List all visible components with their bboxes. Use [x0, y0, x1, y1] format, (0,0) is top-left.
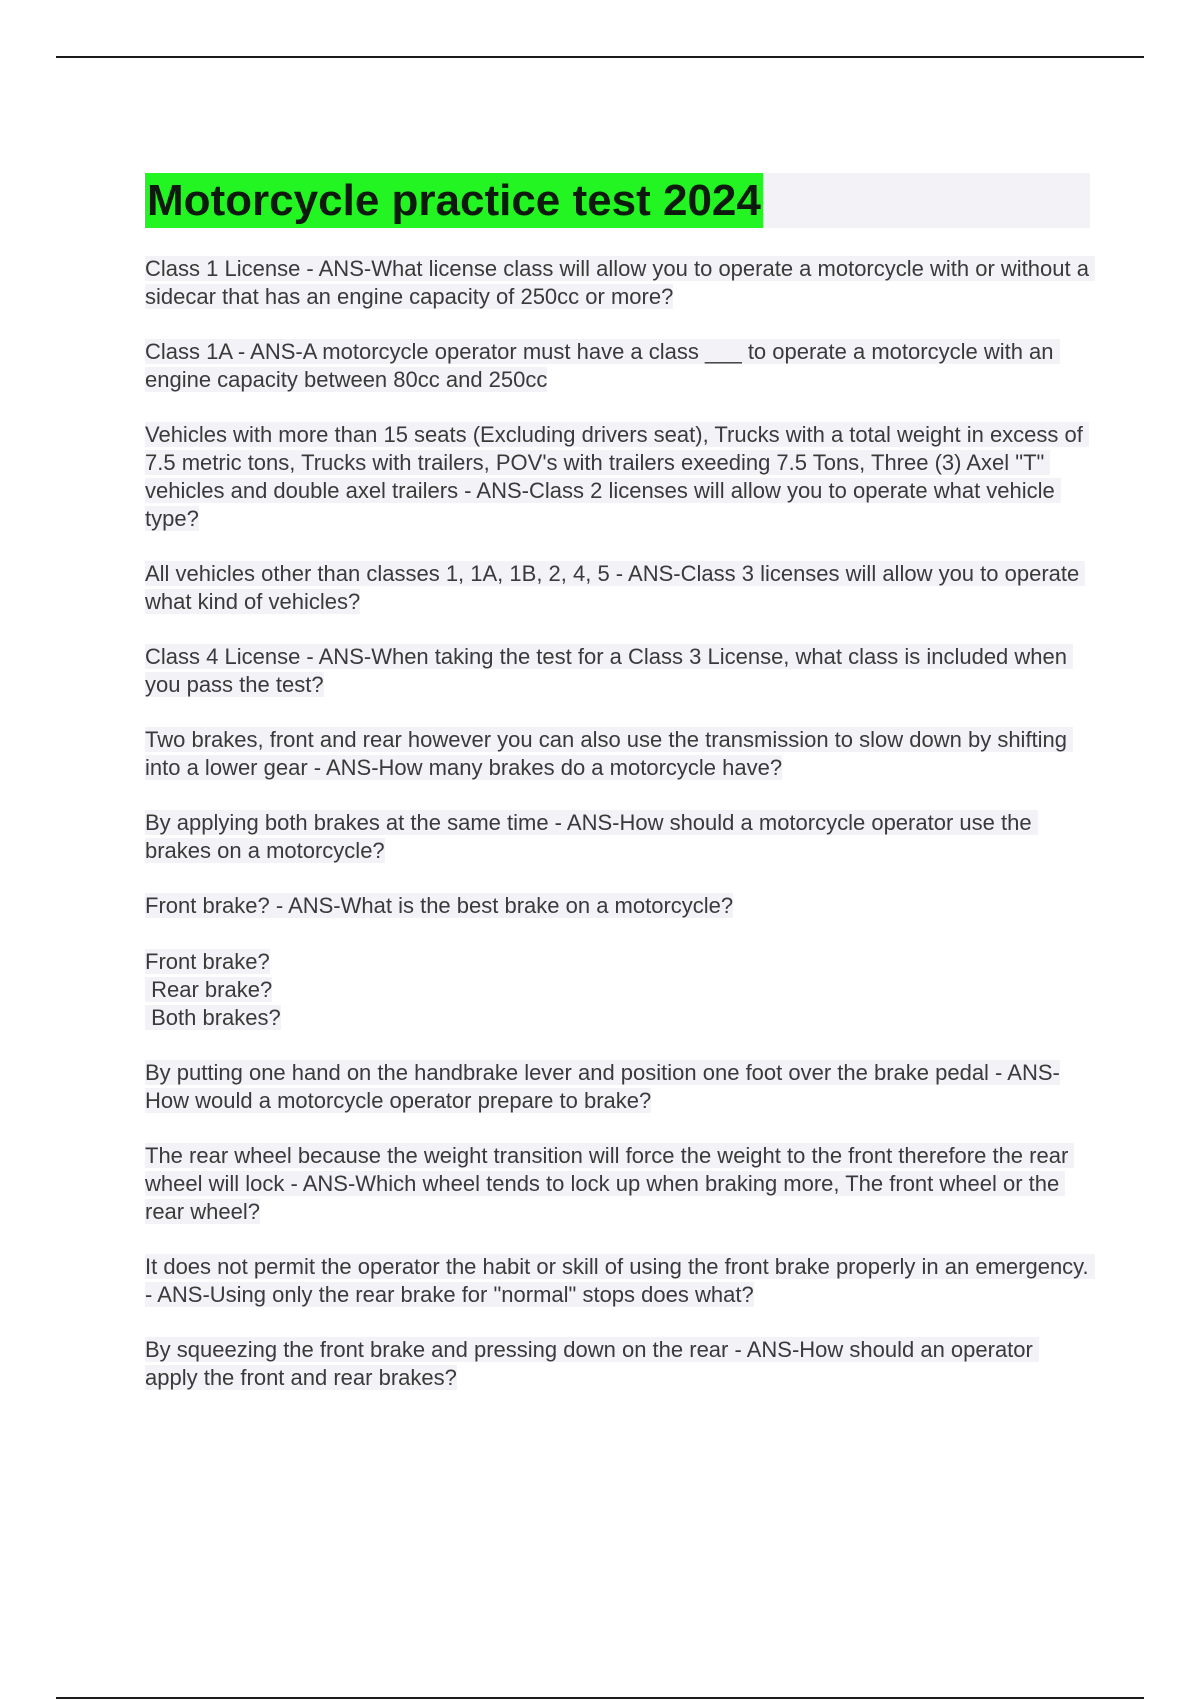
qa-text: Class 1A - ANS-A motorcycle operator must have a class ___ to operate a motorcycle with an engine capacity between 80cc and 250cc: [145, 339, 1060, 392]
qa-text: The rear wheel because the weight transition will force the weight to the front therefore the rear wheel will lock - ANS-Which wheel tends to lock up when braking more, The front wheel or the rear wheel?: [145, 1143, 1075, 1224]
header-rule: [56, 56, 1144, 58]
qa-text: By putting one hand on the handbrake lever and position one foot over the brake pedal - ANS-How would a motorcycle operator prepare to brake?: [145, 1060, 1060, 1113]
qa-entry: [145, 1142, 1090, 1226]
qa-text: Vehicles with more than 15 seats (Excluding drivers seat), Trucks with a total weight in excess of 7.5 metric tons, Trucks with trailers, POV's with trailers exeeding 7.5 Tons, Three (3) Axel "T" vehicles and double axel trailers - ANS-Class 2 licenses will allow you to operate what vehicle type?: [145, 422, 1089, 531]
qa-text: All vehicles other than classes 1, 1A, 1B, 2, 4, 5 - ANS-Class 3 licenses will allow you to operate what kind of vehicles?: [145, 561, 1086, 614]
qa-text: Class 4 License - ANS-When taking the test for a Class 3 License, what class is included when you pass the test?: [145, 644, 1074, 697]
qa-entry: [145, 1336, 1090, 1392]
qa-text: Front brake? - ANS-What is the best brake on a motorcycle? Front brake? Rear brake? Both brakes?: [145, 893, 734, 1030]
qa-text: Two brakes, front and rear however you can also use the transmission to slow down by shifting into a lower gear - ANS-How many brakes do a motorcycle have?: [145, 727, 1074, 780]
qa-entry: [145, 1059, 1090, 1115]
qa-entry: [145, 726, 1090, 782]
qa-entry: [145, 892, 1090, 1032]
qa-entry: [145, 560, 1090, 616]
qa-text: Class 1 License - ANS-What license class will allow you to operate a motorcycle with or without a sidecar that has an engine capacity of 250cc or more?: [145, 256, 1096, 309]
document-body: [145, 173, 1096, 1419]
qa-entry: [145, 1253, 1095, 1309]
qa-entry: [145, 338, 1090, 394]
qa-text: By squeezing the front brake and pressing down on the rear - ANS-How should an operator apply the front and rear brakes?: [145, 1337, 1039, 1390]
footer-rule: [56, 1697, 1144, 1699]
qa-text: It does not permit the operator the habit or skill of using the front brake properly in an emergency. - ANS-Using only the rear brake for "normal" stops does what?: [145, 1254, 1095, 1307]
qa-entry: [145, 255, 1096, 311]
qa-text: By applying both brakes at the same time - ANS-How should a motorcycle operator use the brakes on a motorcycle?: [145, 810, 1038, 863]
qa-entry: [145, 809, 1090, 865]
qa-entry: [145, 421, 1090, 533]
title-band: [145, 173, 1090, 228]
document-title: Motorcycle practice test 2024: [145, 173, 763, 228]
qa-entry: [145, 643, 1090, 699]
